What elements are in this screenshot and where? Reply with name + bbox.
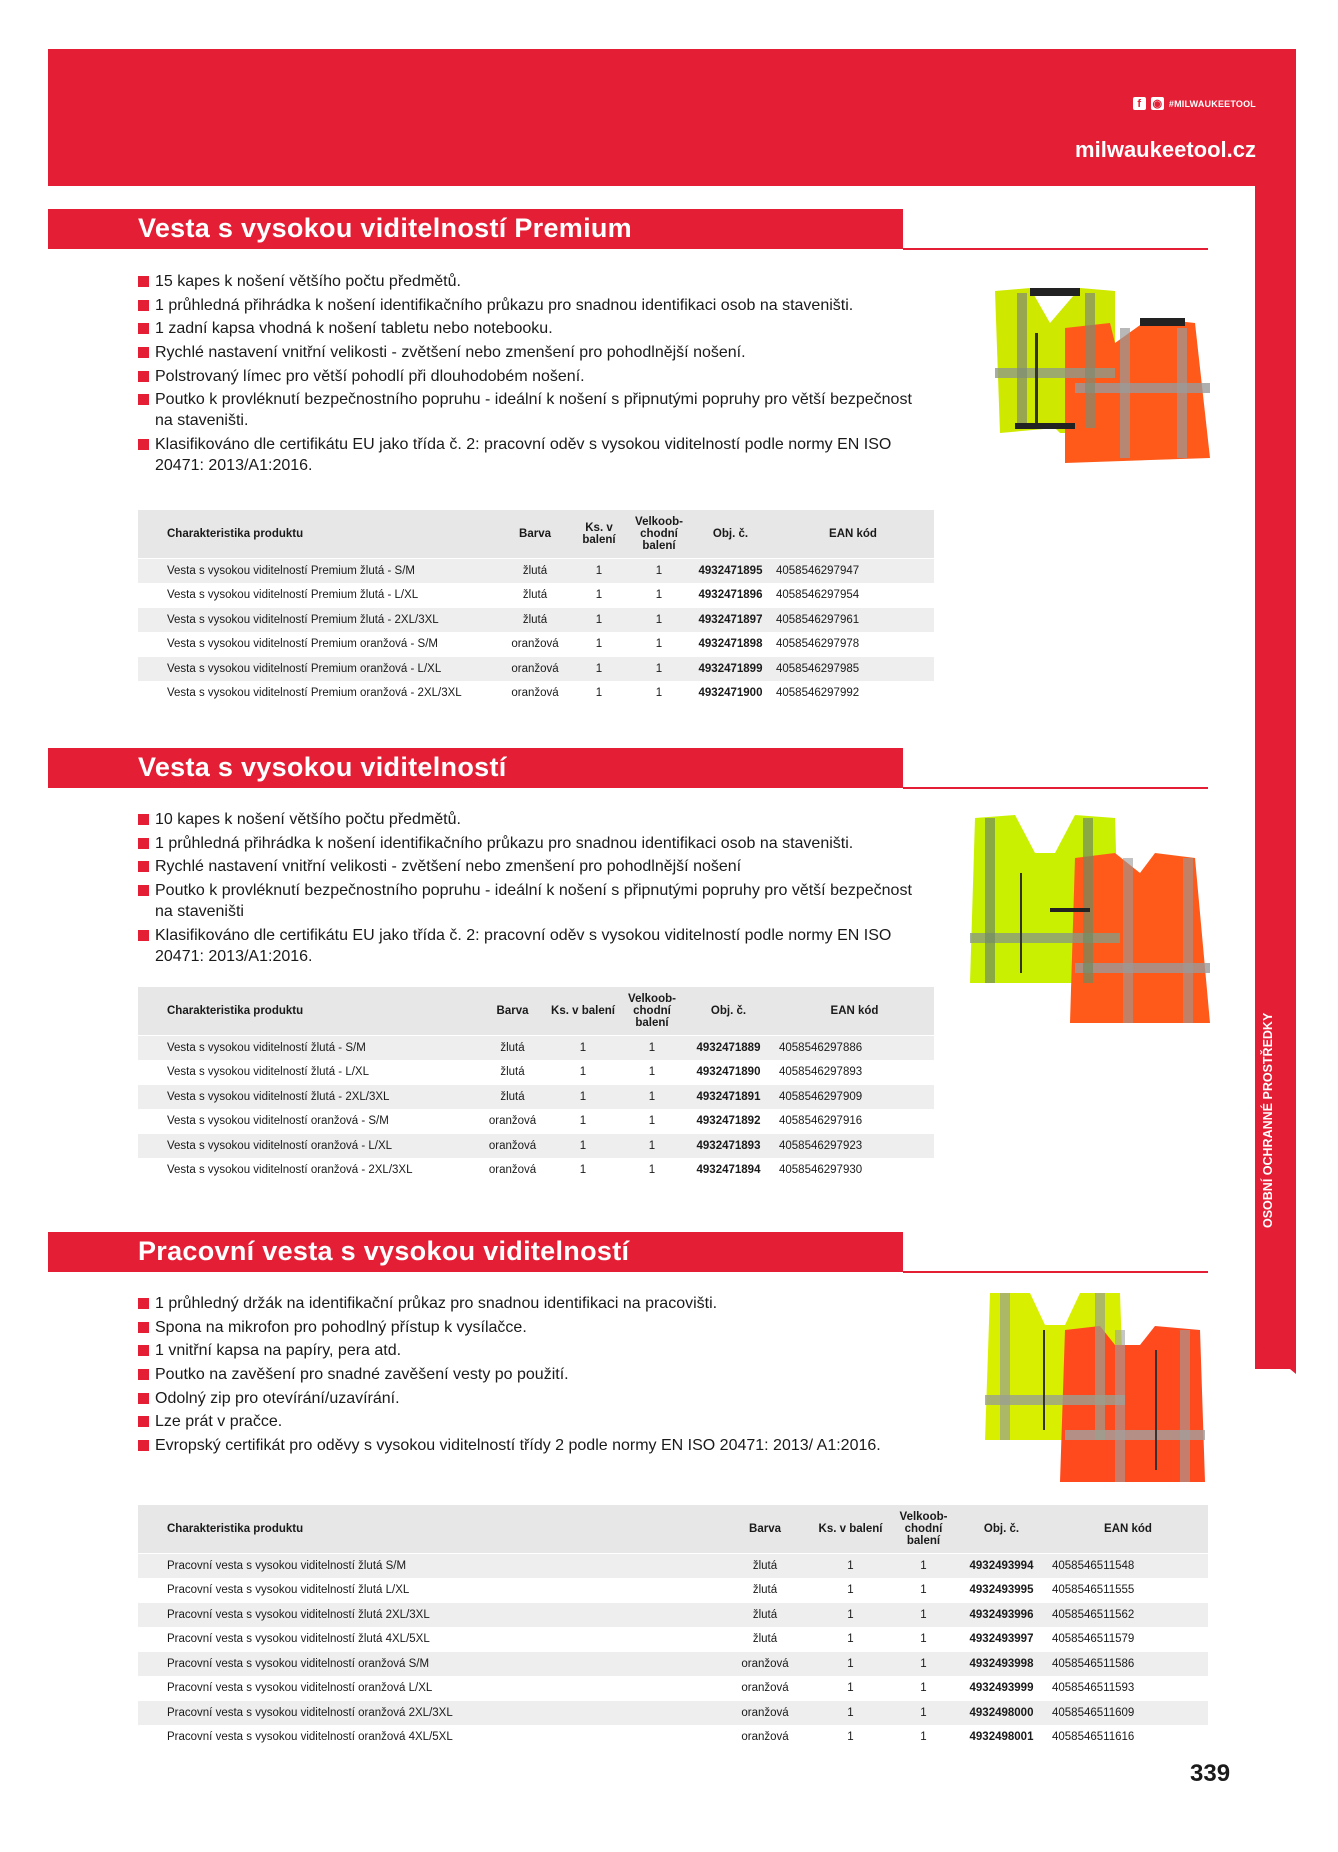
cell: Pracovní vesta s vysokou viditelností žlutá 4XL/5XL: [138, 1627, 721, 1652]
cell: žlutá: [721, 1603, 809, 1628]
social-bar: [1133, 97, 1256, 110]
col-header: Obj. č.: [682, 987, 775, 1036]
cell: 1: [569, 657, 629, 682]
cell: 4058546297930: [775, 1158, 934, 1182]
feature-item: Rychlé nastavení vnitřní velikosti - zvětšení nebo zmenšení pro pohodlnější nošení.: [138, 342, 918, 363]
col-header: Ks. v balení: [569, 510, 629, 559]
cell: Pracovní vesta s vysokou viditelností žlutá S/M: [138, 1554, 721, 1579]
cell: 1: [622, 1060, 682, 1085]
feature-item: Rychlé nastavení vnitřní velikosti - zvětšení nebo zmenšení pro pohodlnější nošení: [138, 856, 918, 877]
col-header: Ks. v balení: [544, 987, 622, 1036]
feature-list: [138, 809, 918, 969]
table-row: [138, 583, 934, 608]
cell: 4058546297961: [772, 608, 934, 633]
cell: Vesta s vysokou viditelností oranžová - S/M: [138, 1109, 481, 1134]
spec-table-standard: [138, 987, 934, 1182]
cell: 1: [544, 1158, 622, 1182]
feature-item: 10 kapes k nošení většího počtu předmětů.: [138, 809, 918, 830]
cell: 1: [569, 632, 629, 657]
table-row: [138, 1676, 1208, 1701]
cell: 4932471895: [689, 559, 772, 584]
cell: žlutá: [721, 1554, 809, 1579]
cell: oranžová: [481, 1158, 544, 1182]
cell: 4932471891: [682, 1085, 775, 1110]
cell: Vesta s vysokou viditelností žlutá - 2XL/3XL: [138, 1085, 481, 1110]
cell: 4932493996: [955, 1603, 1048, 1628]
cell: 4932498000: [955, 1701, 1048, 1726]
cell: Vesta s vysokou viditelností oranžová - 2XL/3XL: [138, 1158, 481, 1182]
cell: Vesta s vysokou viditelností žlutá - L/XL: [138, 1060, 481, 1085]
feature-item: Poutko na zavěšení pro snadné zavěšení vesty po použití.: [138, 1364, 898, 1385]
cell: 1: [892, 1578, 955, 1603]
cell: 1: [622, 1158, 682, 1182]
cell: 1: [809, 1652, 892, 1677]
cell: 4058546297916: [775, 1109, 934, 1134]
side-tab-label: OSOBNÍ OCHRANNÉ PROSTŘEDKY: [1261, 1012, 1275, 1228]
table-row: [138, 1578, 1208, 1603]
cell: 4058546511616: [1048, 1725, 1208, 1749]
cell: 4932498001: [955, 1725, 1048, 1749]
cell: 4058546297947: [772, 559, 934, 584]
feature-item: 1 vnitřní kapsa na papíry, pera atd.: [138, 1340, 898, 1361]
col-header: Ks. v balení: [809, 1505, 892, 1554]
cell: Vesta s vysokou viditelností Premium oranžová - S/M: [138, 632, 501, 657]
feature-item: 1 průhledná přihrádka k nošení identifikačního průkazu pro snadnou identifikaci osob na staveništi.: [138, 295, 918, 316]
table-row: [138, 1158, 934, 1182]
cell: 4058546511579: [1048, 1627, 1208, 1652]
feature-list: [138, 1293, 898, 1459]
cell: 1: [622, 1109, 682, 1134]
cell: 4932471893: [682, 1134, 775, 1159]
table-row: [138, 1603, 1208, 1628]
cell: Pracovní vesta s vysokou viditelností oranžová L/XL: [138, 1676, 721, 1701]
table-row: [138, 1085, 934, 1110]
cell: 4932471896: [689, 583, 772, 608]
cell: 4058546511586: [1048, 1652, 1208, 1677]
cell: žlutá: [501, 583, 569, 608]
table-row: [138, 1554, 1208, 1579]
table-row: [138, 559, 934, 584]
cell: 1: [622, 1134, 682, 1159]
cell: 4058546511609: [1048, 1701, 1208, 1726]
section-header-premium: [48, 209, 903, 249]
table-row: [138, 632, 934, 657]
col-header: Velkoob-chodní balení: [622, 987, 682, 1036]
cell: 4932471890: [682, 1060, 775, 1085]
feature-item: 1 průhledný držák na identifikační průkaz pro snadnou identifikaci na pracovišti.: [138, 1293, 898, 1314]
premium-vest-image: [955, 283, 1215, 468]
cell: oranžová: [721, 1725, 809, 1749]
cell: 1: [569, 559, 629, 584]
cell: 1: [809, 1578, 892, 1603]
feature-item: 1 průhledná přihrádka k nošení identifikačního průkazu pro snadnou identifikaci osob na staveništi.: [138, 833, 918, 854]
cell: 1: [809, 1554, 892, 1579]
cell: 4932471889: [682, 1036, 775, 1061]
cell: 4932471892: [682, 1109, 775, 1134]
cell: oranžová: [501, 681, 569, 705]
col-header: Barva: [721, 1505, 809, 1554]
table-row: [138, 681, 934, 705]
cell: Pracovní vesta s vysokou viditelností žlutá 2XL/3XL: [138, 1603, 721, 1628]
cell: 1: [629, 608, 689, 633]
cell: 1: [622, 1085, 682, 1110]
table-row: [138, 1109, 934, 1134]
spec-table-work-vest: [138, 1505, 1208, 1749]
col-header: Barva: [481, 987, 544, 1036]
feature-item: Klasifikováno dle certifikátu EU jako třída č. 2: pracovní oděv s vysokou viditelností podle normy EN ISO 20471: 2013/A1:2016.: [138, 434, 918, 476]
cell: 4058546511555: [1048, 1578, 1208, 1603]
col-header: Charakteristika produktu: [138, 510, 501, 559]
col-header: Velkoob-chodní balení: [892, 1505, 955, 1554]
table-row: [138, 1036, 934, 1061]
cell: 1: [809, 1701, 892, 1726]
cell: žlutá: [481, 1085, 544, 1110]
cell: 4932471897: [689, 608, 772, 633]
cell: 1: [544, 1036, 622, 1061]
cell: oranžová: [481, 1134, 544, 1159]
cell: 1: [544, 1085, 622, 1110]
cell: 1: [629, 657, 689, 682]
cell: 4058546297978: [772, 632, 934, 657]
cell: oranžová: [721, 1701, 809, 1726]
table-header-row: [138, 1505, 1208, 1554]
cell: žlutá: [481, 1036, 544, 1061]
col-header: Barva: [501, 510, 569, 559]
cell: Pracovní vesta s vysokou viditelností oranžová 2XL/3XL: [138, 1701, 721, 1726]
cell: žlutá: [481, 1060, 544, 1085]
cell: oranžová: [501, 632, 569, 657]
header-band: [48, 49, 1296, 186]
cell: 4058546297893: [775, 1060, 934, 1085]
col-header: EAN kód: [772, 510, 934, 559]
table-row: [138, 1627, 1208, 1652]
cell: oranžová: [721, 1652, 809, 1677]
cell: 1: [892, 1676, 955, 1701]
cell: žlutá: [501, 559, 569, 584]
cell: 4058546297923: [775, 1134, 934, 1159]
feature-item: Polstrovaný límec pro větší pohodlí při dlouhodobém nošení.: [138, 366, 918, 387]
cell: 4932471900: [689, 681, 772, 705]
feature-item: Klasifikováno dle certifikátu EU jako třída č. 2: pracovní oděv s vysokou viditelností podle normy EN ISO 20471: 2013/A1:2016.: [138, 925, 918, 967]
cell: žlutá: [721, 1627, 809, 1652]
instagram-icon[interactable]: ◉: [1152, 98, 1163, 110]
cell: 1: [892, 1554, 955, 1579]
table-row: [138, 1060, 934, 1085]
cell: 4058546297886: [775, 1036, 934, 1061]
section-title: Vesta s vysokou viditelností Premium: [138, 213, 632, 243]
cell: 4932471898: [689, 632, 772, 657]
feature-item: Poutko k provléknutí bezpečnostního popruhu - ideální k nošení s připnutými popruhy pro větší bezpečnost na staveništi.: [138, 389, 918, 431]
table-row: [138, 657, 934, 682]
feature-item: Lze prát v pračce.: [138, 1411, 898, 1432]
col-header: Obj. č.: [955, 1505, 1048, 1554]
cell: 4932471899: [689, 657, 772, 682]
cell: 1: [629, 583, 689, 608]
table-row: [138, 1725, 1208, 1749]
cell: 1: [569, 608, 629, 633]
page-number: 339: [1190, 1760, 1231, 1787]
cell: oranžová: [501, 657, 569, 682]
cell: 4932493994: [955, 1554, 1048, 1579]
cell: 1: [892, 1701, 955, 1726]
cell: 1: [569, 681, 629, 705]
col-header: Charakteristika produktu: [138, 1505, 721, 1554]
table-header-row: [138, 987, 934, 1036]
section-rule: [903, 787, 1208, 789]
cell: 1: [629, 632, 689, 657]
cell: 1: [544, 1109, 622, 1134]
cell: Vesta s vysokou viditelností Premium žlutá - 2XL/3XL: [138, 608, 501, 633]
col-header: EAN kód: [1048, 1505, 1208, 1554]
table-header-row: [138, 510, 934, 559]
section-title: Vesta s vysokou viditelností: [138, 752, 507, 782]
work-vest-image: [955, 1290, 1215, 1490]
cell: Vesta s vysokou viditelností Premium oranžová - 2XL/3XL: [138, 681, 501, 705]
cell: 4932493997: [955, 1627, 1048, 1652]
cell: 4932471894: [682, 1158, 775, 1182]
cell: 4058546511562: [1048, 1603, 1208, 1628]
section-title: Pracovní vesta s vysokou viditelností: [138, 1236, 630, 1266]
cell: 4058546297954: [772, 583, 934, 608]
cell: Pracovní vesta s vysokou viditelností žlutá L/XL: [138, 1578, 721, 1603]
cell: 1: [809, 1725, 892, 1749]
cell: 1: [569, 583, 629, 608]
cell: 1: [809, 1627, 892, 1652]
side-tab-notch: [1255, 1340, 1296, 1374]
cell: oranžová: [481, 1109, 544, 1134]
table-row: [138, 1134, 934, 1159]
cell: Vesta s vysokou viditelností žlutá - S/M: [138, 1036, 481, 1061]
section-rule: [903, 248, 1208, 250]
cell: Vesta s vysokou viditelností Premium žlutá - S/M: [138, 559, 501, 584]
col-header: EAN kód: [775, 987, 934, 1036]
feature-item: Evropský certifikát pro oděvy s vysokou viditelností třídy 2 podle normy EN ISO 20471: 2013/ A1:2016.: [138, 1435, 898, 1456]
cell: 1: [892, 1627, 955, 1652]
cell: 1: [809, 1603, 892, 1628]
cell: 4932493999: [955, 1676, 1048, 1701]
cell: Vesta s vysokou viditelností Premium žlutá - L/XL: [138, 583, 501, 608]
feature-item: Spona na mikrofon pro pohodlný přístup k vysílačce.: [138, 1317, 898, 1338]
feature-item: Odolný zip pro otevírání/uzavírání.: [138, 1388, 898, 1409]
cell: 4058546297909: [775, 1085, 934, 1110]
feature-list: [138, 271, 918, 479]
cell: 1: [892, 1725, 955, 1749]
section-header-work-vest: [48, 1232, 903, 1272]
cell: 4058546511548: [1048, 1554, 1208, 1579]
cell: Vesta s vysokou viditelností Premium oranžová - L/XL: [138, 657, 501, 682]
feature-item: 15 kapes k nošení většího počtu předmětů.: [138, 271, 918, 292]
cell: 1: [544, 1060, 622, 1085]
social-hashtag[interactable]: #MILWAUKEETOOL: [1168, 98, 1256, 109]
cell: oranžová: [721, 1676, 809, 1701]
table-row: [138, 1701, 1208, 1726]
cell: Pracovní vesta s vysokou viditelností oranžová S/M: [138, 1652, 721, 1677]
col-header: Obj. č.: [689, 510, 772, 559]
cell: 1: [892, 1652, 955, 1677]
cell: 1: [629, 681, 689, 705]
cell: žlutá: [721, 1578, 809, 1603]
website-link[interactable]: milwaukeetool.cz: [1075, 137, 1256, 162]
cell: 4932493995: [955, 1578, 1048, 1603]
cell: 4058546511593: [1048, 1676, 1208, 1701]
cell: Pracovní vesta s vysokou viditelností oranžová 4XL/5XL: [138, 1725, 721, 1749]
cell: 4058546297985: [772, 657, 934, 682]
col-header: Charakteristika produktu: [138, 987, 481, 1036]
cell: 4058546297992: [772, 681, 934, 705]
spec-table-premium: [138, 510, 934, 705]
cell: 4932493998: [955, 1652, 1048, 1677]
cell: 1: [622, 1036, 682, 1061]
cell: 1: [809, 1676, 892, 1701]
cell: Vesta s vysokou viditelností oranžová - L/XL: [138, 1134, 481, 1159]
facebook-icon[interactable]: f: [1133, 97, 1146, 110]
cell: 1: [892, 1603, 955, 1628]
col-header: Velkoob-chodní balení: [629, 510, 689, 559]
standard-vest-image: [955, 813, 1215, 1028]
feature-item: Poutko k provléknutí bezpečnostního popruhu - ideální k nošení s připnutými popruhy pro větší bezpečnost na staveništi: [138, 880, 918, 922]
section-header-standard: [48, 748, 903, 788]
section-rule: [903, 1271, 1208, 1273]
cell: žlutá: [501, 608, 569, 633]
table-row: [138, 608, 934, 633]
table-row: [138, 1652, 1208, 1677]
cell: 1: [629, 559, 689, 584]
feature-item: 1 zadní kapsa vhodná k nošení tabletu nebo notebooku.: [138, 318, 918, 339]
cell: 1: [544, 1134, 622, 1159]
